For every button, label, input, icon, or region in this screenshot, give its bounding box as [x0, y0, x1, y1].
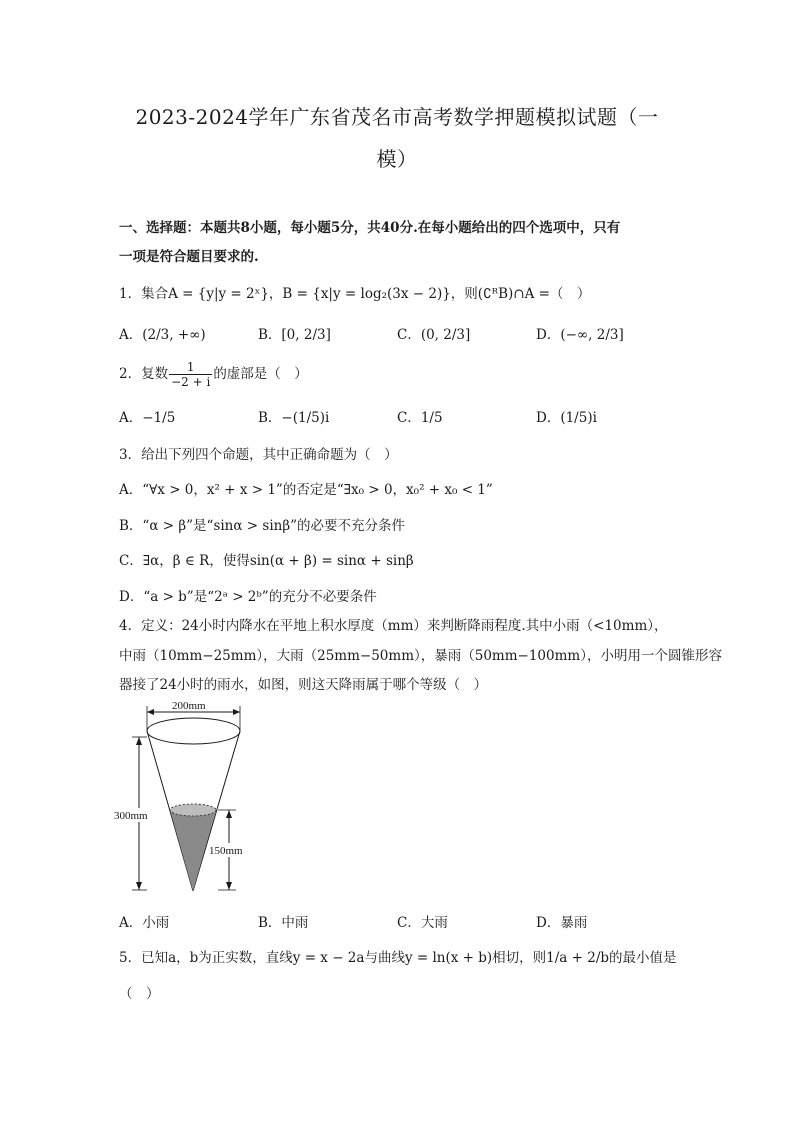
water-height-arrow-top [226, 810, 232, 818]
q4-option-a: A．小雨 [119, 915, 170, 931]
height-arrow-bottom [136, 882, 142, 890]
top-width-arrow-right [233, 709, 240, 715]
section-heading-line1: 一、选择题：本题共8小题，每小题5分，共40分.在每小题给出的四个选项中，只有 [119, 220, 621, 236]
q3-stem: 3．给出下列四个命题，其中正确命题为（ ） [119, 447, 398, 463]
q1-option-a: A．(2/3, +∞) [119, 327, 206, 343]
q1-stem: 1．集合A = {y|y = 2ˣ}，B = {x|y = log₂(3x − 2)}，则(∁ᴿB)∩A =（ ） [119, 286, 591, 302]
q3-option-c: C．∃α，β ∈ R，使得sin(α + β) = sinα + sinβ [119, 553, 414, 569]
section-heading-line2: 一项是符合题目要求的. [119, 249, 259, 265]
height-arrow-top [136, 737, 142, 745]
q2-option-b: B．−(1/5)i [258, 410, 330, 426]
cone-container-figure [112, 700, 262, 900]
q4-option-c: C．大雨 [397, 915, 448, 931]
q4-line3: 器接了24小时的雨水，如图，则这天降雨属于哪个等级（ ） [119, 677, 488, 693]
q2-fraction-numerator: 1 [169, 360, 212, 375]
water-height-arrow-bottom [226, 882, 232, 890]
q2-fraction-denominator: −2 + i [171, 375, 211, 389]
q4-option-b: B．中雨 [258, 915, 309, 931]
q2-option-d: D．(1/5)i [536, 410, 597, 426]
q1-option-c: C．(0, 2/3] [397, 327, 471, 343]
exam-title-line2: 模） [376, 147, 418, 171]
q4-option-d: D．暴雨 [536, 915, 588, 931]
q2-option-a: A．−1/5 [119, 410, 176, 426]
q3-option-b: B．“α > β”是“sinα > sinβ”的必要不充分条件 [119, 518, 406, 534]
q1-option-d: D．(−∞, 2/3] [536, 327, 624, 343]
top-width-label: 200mm [172, 700, 206, 712]
q3-option-d: D．“a > b”是“2ᵃ > 2ᵇ”的充分不必要条件 [119, 589, 377, 605]
q3-option-a: A．“∀x > 0，x² + x > 1”的否定是“∃x₀ > 0，x₀² + x₀ < 1” [119, 482, 493, 498]
exam-title-line1: 2023-2024学年广东省茂名市高考数学押题模拟试题（一 [135, 105, 659, 129]
q4-line1: 4．定义：24小时内降水在平地上积水厚度（mm）来判断降雨程度.其中小雨（<10mm）， [119, 618, 668, 634]
cone-rim [147, 718, 240, 744]
top-width-arrow-left [147, 709, 154, 715]
water-surface [170, 804, 216, 816]
q4-line2: 中雨（10mm−25mm），大雨（25mm−50mm），暴雨（50mm−100mm），小明用一个圆锥形容 [119, 648, 722, 664]
q5-line1: 5．已知a，b为正实数，直线y = x − 2a与曲线y = ln(x + b)相切，则1/a + 2/b的最小值是 [119, 950, 677, 966]
water-height-label: 150mm [209, 845, 243, 857]
cone-diagram [112, 700, 262, 900]
q2-stem-suffix: 的虚部是（ ） [213, 366, 308, 382]
q2-option-c: C．1/5 [397, 410, 443, 426]
q2-stem-prefix: 2．复数 [119, 366, 169, 382]
q1-option-b: B．[0, 2/3] [258, 327, 331, 343]
height-label: 300mm [114, 810, 148, 822]
q5-line2: （ ） [119, 986, 160, 1002]
q2-fraction [169, 360, 212, 389]
q2-stem [119, 360, 308, 389]
